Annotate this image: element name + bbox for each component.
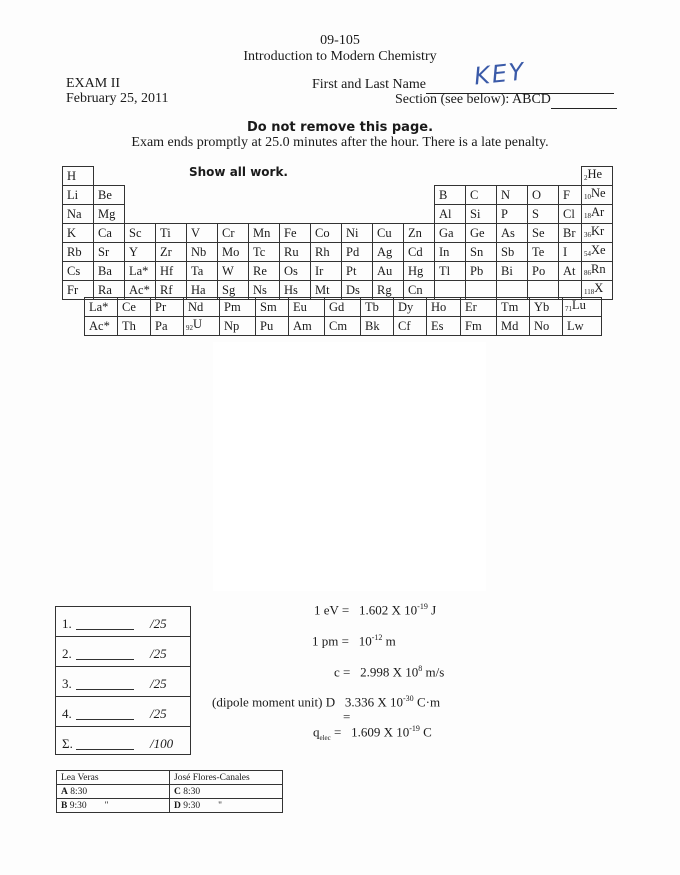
element-cell: At [559, 262, 582, 281]
element-cell: Hs [280, 281, 311, 300]
element-cell: Hf [156, 262, 187, 281]
element-cell: Tc [249, 243, 280, 262]
f-element-cell: No [530, 317, 563, 336]
empty-cell [187, 186, 218, 205]
element-cell: Sn [466, 243, 497, 262]
f-element-cell: Md [497, 317, 530, 336]
element-cell: Re [249, 262, 280, 281]
element-cell: Ta [187, 262, 218, 281]
element-cell: Pd [342, 243, 373, 262]
constant-dipole-equals: = [343, 709, 351, 724]
element-cell: P [497, 205, 528, 224]
f-element-cell: Pa [151, 317, 184, 336]
element-cell: Al [435, 205, 466, 224]
empty-cell [156, 186, 187, 205]
element-cell: V [187, 224, 218, 243]
empty-cell [497, 167, 528, 186]
f-block-table [84, 297, 602, 336]
f-element-cell: Dy [394, 298, 427, 317]
exam-date: February 25, 2011 [66, 91, 169, 106]
section-b: B 9:30 " [57, 799, 170, 813]
empty-cell [125, 167, 156, 186]
element-cell: N [497, 186, 528, 205]
empty-cell [528, 167, 559, 186]
element-noble-gas: $_{54}$Xe [582, 243, 613, 262]
element-noble-gas: $_{36}$Kr [582, 224, 613, 243]
empty-cell [342, 186, 373, 205]
element-cell: Mt [311, 281, 342, 300]
element-cell: Ns [249, 281, 280, 300]
element-cell: Y [125, 243, 156, 262]
constant-dipole: (dipole moment unit) D 3.336 X $10^{-30}$ C·m [212, 694, 441, 710]
element-cell: O [528, 186, 559, 205]
element-noble-gas: $_{118}$X [582, 281, 613, 300]
empty-cell [218, 186, 249, 205]
empty-cell [373, 205, 404, 224]
f-element-cell: $_{92}$U [184, 317, 220, 336]
empty-cell [404, 186, 435, 205]
element-cell: In [435, 243, 466, 262]
section-line [395, 92, 617, 109]
element-cell: Sr [94, 243, 125, 262]
f-element-cell: Tb [361, 298, 394, 317]
empty-cell [280, 205, 311, 224]
score-label: Σ. [62, 736, 73, 751]
score-row [56, 667, 190, 697]
f-element-cell: Pr [151, 298, 184, 317]
element-cell: Fe [280, 224, 311, 243]
f-element-cell: Th [118, 317, 151, 336]
empty-cell [404, 167, 435, 186]
score-blank[interactable] [76, 629, 134, 630]
f-element-cell: Tm [497, 298, 530, 317]
f-element-cell: Nd [184, 298, 220, 317]
empty-cell [435, 167, 466, 186]
f-element-cell: Sm [256, 298, 289, 317]
element-noble-gas: $_2$He [582, 167, 613, 186]
element-cell: Bi [497, 262, 528, 281]
element-cell: F [559, 186, 582, 205]
score-row [56, 637, 190, 667]
empty-cell [311, 167, 342, 186]
ta-name-1: Lea Veras [57, 771, 170, 785]
score-out-of: /100 [150, 736, 174, 751]
empty-cell [125, 205, 156, 224]
element-cell: Po [528, 262, 559, 281]
f-element-cell: Np [220, 317, 256, 336]
element-cell: Cn [404, 281, 435, 300]
course-number: 09-105 [320, 33, 360, 48]
score-label: 2. [62, 646, 72, 661]
empty-cell [125, 186, 156, 205]
exam-title: EXAM II [66, 76, 121, 91]
ta-name-2: José Flores-Canales [170, 771, 283, 785]
f-element-cell: Ho [427, 298, 461, 317]
empty-cell [249, 186, 280, 205]
score-out-of: /25 [150, 646, 167, 661]
element-cell: Au [373, 262, 404, 281]
empty-cell [218, 205, 249, 224]
empty-cell [466, 167, 497, 186]
element-cell: S [528, 205, 559, 224]
element-cell: Zn [404, 224, 435, 243]
section-a: A 8:30 [57, 785, 170, 799]
element-cell: Hg [404, 262, 435, 281]
f-element-cell: $_{71}$Lu [563, 298, 602, 317]
score-out-of: /25 [150, 676, 167, 691]
element-cell: Na [63, 205, 94, 224]
empty-cell [156, 205, 187, 224]
element-noble-gas: $_{86}$Rn [582, 262, 613, 281]
score-label: 1. [62, 616, 72, 631]
empty-cell [187, 205, 218, 224]
warning-text: Do not remove this page. [246, 120, 434, 135]
element-cell: Mo [218, 243, 249, 262]
f-element-cell: Ce [118, 298, 151, 317]
element-cell: Fr [63, 281, 94, 300]
element-cell: Ge [466, 224, 497, 243]
empty-cell [342, 205, 373, 224]
element-cell: Ba [94, 262, 125, 281]
f-element-cell: Cf [394, 317, 427, 336]
f-element-cell: Am [289, 317, 325, 336]
element-cell: Rh [311, 243, 342, 262]
element-cell: Os [280, 262, 311, 281]
f-element-cell: Bk [361, 317, 394, 336]
element-cell: Sc [125, 224, 156, 243]
score-blank[interactable] [76, 689, 134, 690]
element-cell: Tl [435, 262, 466, 281]
empty-cell [311, 205, 342, 224]
f-element-cell: Ac* [85, 317, 118, 336]
f-element-cell: Fm [461, 317, 497, 336]
score-out-of: /25 [150, 616, 167, 631]
score-blank[interactable] [76, 659, 134, 660]
element-cell: Nb [187, 243, 218, 262]
element-cell: Ra [94, 281, 125, 300]
element-cell: Pb [466, 262, 497, 281]
empty-cell [156, 167, 187, 186]
element-cell: Si [466, 205, 497, 224]
element-cell: Mn [249, 224, 280, 243]
empty-cell [311, 186, 342, 205]
empty-cell [404, 205, 435, 224]
score-blank[interactable] [76, 749, 134, 750]
element-cell: Cs [63, 262, 94, 281]
f-element-cell: Pm [220, 298, 256, 317]
name-label: First and Last Name [312, 77, 426, 92]
element-cell: Rb [63, 243, 94, 262]
section-c: C 8:30 [170, 785, 283, 799]
element-cell: Ni [342, 224, 373, 243]
element-cell: Ac* [125, 281, 156, 300]
element-cell: Ds [342, 281, 373, 300]
empty-cell [373, 186, 404, 205]
element-cell: Ag [373, 243, 404, 262]
element-cell: Rf [156, 281, 187, 300]
element-cell: Cu [373, 224, 404, 243]
empty-cell [373, 167, 404, 186]
element-cell: Se [528, 224, 559, 243]
element-cell: Mg [94, 205, 125, 224]
element-cell: Ca [94, 224, 125, 243]
f-element-cell: Cm [325, 317, 361, 336]
element-cell: Rg [373, 281, 404, 300]
element-cell: Ga [435, 224, 466, 243]
empty-cell [249, 205, 280, 224]
show-work-text: Show all work. [189, 165, 288, 179]
element-cell: Li [63, 186, 94, 205]
redacted-blank-area [213, 342, 486, 591]
element-cell: Ir [311, 262, 342, 281]
element-cell: Ti [156, 224, 187, 243]
score-row [56, 607, 190, 637]
constant-qelec: $q_{elec}$ = 1.609 X $10^{-19}$ C [313, 724, 432, 742]
f-element-cell: Yb [530, 298, 563, 317]
score-out-of: /25 [150, 706, 167, 721]
element-cell: Ru [280, 243, 311, 262]
f-element-cell: Lw [563, 317, 602, 336]
element-cell: I [559, 243, 582, 262]
element-cell: C [466, 186, 497, 205]
element-cell: Sb [497, 243, 528, 262]
element-noble-gas: $_{18}$Ar [582, 205, 613, 224]
name-handwritten-key: KEY [472, 57, 527, 91]
section-table [56, 770, 283, 813]
element-cell: W [218, 262, 249, 281]
f-element-cell: Er [461, 298, 497, 317]
section-d: D 9:30 " [170, 799, 283, 813]
element-cell: La* [125, 262, 156, 281]
element-noble-gas: $_{10}$Ne [582, 186, 613, 205]
periodic-table [62, 166, 613, 300]
element-cell: Te [528, 243, 559, 262]
f-element-cell: Es [427, 317, 461, 336]
score-row [56, 697, 190, 727]
f-element-cell: Gd [325, 298, 361, 317]
f-element-cell: Pu [256, 317, 289, 336]
empty-cell [342, 167, 373, 186]
element-cell: Br [559, 224, 582, 243]
score-label: 4. [62, 706, 72, 721]
f-element-cell: La* [85, 298, 118, 317]
element-cell: K [63, 224, 94, 243]
section-blank [551, 92, 617, 109]
section-label: Section (see below): ABCD [395, 92, 551, 107]
element-cell: Zr [156, 243, 187, 262]
score-table [55, 606, 191, 755]
constant-c: c = 2.998 X $10^8$ m/s [334, 664, 445, 680]
element-cell: Cl [559, 205, 582, 224]
element-cell: As [497, 224, 528, 243]
empty-cell [559, 167, 582, 186]
score-row [56, 727, 190, 756]
f-element-cell: Eu [289, 298, 325, 317]
element-cell: H [63, 167, 94, 186]
score-blank[interactable] [76, 719, 134, 720]
constant-ev: 1 eV = 1.602 X $10^{-19}$ J [314, 602, 437, 618]
constant-pm: 1 pm = $10^{-12}$ m [312, 633, 396, 649]
element-cell: Sg [218, 281, 249, 300]
empty-cell [94, 167, 125, 186]
score-label: 3. [62, 676, 72, 691]
course-title: Introduction to Modern Chemistry [243, 49, 437, 64]
element-cell: Cd [404, 243, 435, 262]
element-cell: Be [94, 186, 125, 205]
empty-cell [280, 186, 311, 205]
element-cell: Cr [218, 224, 249, 243]
element-cell: Pt [342, 262, 373, 281]
element-cell: B [435, 186, 466, 205]
timing-text: Exam ends promptly at 25.0 minutes after the hour. There is a late penalty. [131, 135, 549, 150]
element-cell: Ha [187, 281, 218, 300]
element-cell: Co [311, 224, 342, 243]
